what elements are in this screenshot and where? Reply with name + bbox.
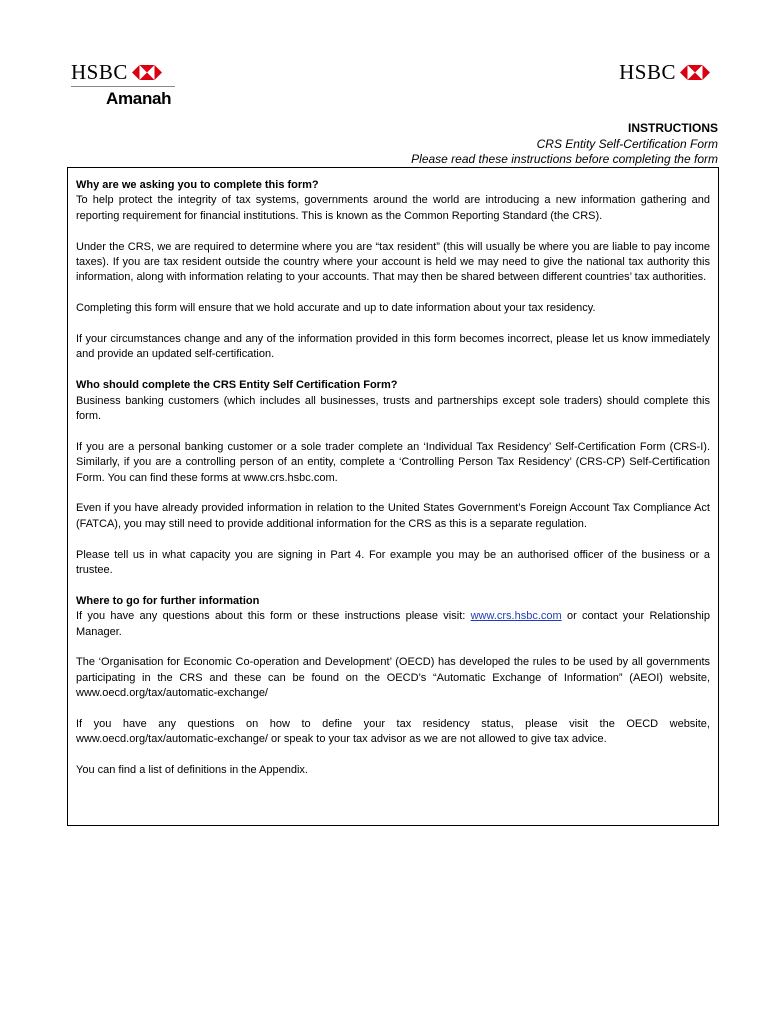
paragraph: Business banking customers (which includes all businesses, trusts and partnerships except sole traders) should complete this form. (76, 394, 710, 423)
hsbc-hexagon-icon (680, 65, 710, 80)
paragraph-text: or contact your Relationship Manager. (76, 610, 710, 638)
heading-title: INSTRUCTIONS (628, 121, 718, 135)
paragraph: To help protect the integrity of tax systems, governments around the world are introducing a new information gathering and reporting requirement for financial institutions. This is known as the Common Reporting Standard (the CRS). (76, 194, 710, 222)
section-heading-where: Where to go for further information (76, 594, 260, 607)
paragraph: If you have any questions on how to define your tax residency status, please visit the OECD website, www.oecd.org/tax/automatic-exchange/ or speak to your tax advisor as we are not allowed to give tax advice. (76, 718, 710, 746)
paragraph: Completing this form will ensure that we hold accurate and up to date information about your tax residency. (76, 302, 596, 315)
section-heading-why: Why are we asking you to complete this form? (76, 179, 319, 191)
paragraph: Even if you have already provided information in relation to the United States Government’s Foreign Account Tax Compliance Act (FATCA), you may still need to provide additional information for the CRS as this is a separate regulation. (76, 502, 710, 530)
document-heading (411, 121, 718, 168)
section-heading-who: Who should complete the CRS Entity Self Certification Form? (76, 379, 398, 392)
paragraph: Please tell us in what capacity you are signing in Part 4. For example you may be an authorised officer of the business or a trustee. (76, 548, 710, 577)
paragraph: If your circumstances change and any of the information provided in this form becomes incorrect, please let us know immediately and provide an updated self-certification. (76, 333, 710, 361)
logo-divider (71, 86, 175, 87)
heading-form-name: CRS Entity Self-Certification Form (536, 136, 718, 151)
paragraph (76, 609, 710, 640)
logo-left-sub: Amanah (106, 89, 172, 108)
hsbc-logo (619, 62, 710, 83)
paragraph: Under the CRS, we are required to determine where you are “tax resident” (this will usually be where you are liable to pay income taxes). If you are tax resident outside the country where your account is held we may need to give the national tax authority this information, along with information relating to your accounts. That may then be shared between different countries’ tax authorities. (76, 240, 710, 284)
paragraph: If you are a personal banking customer or a sole trader complete an ‘Individual Tax Residency’ Self-Certification Form (CRS-I). Similarly, if you are a controlling person of an entity, complete a ‘Controlling Person Tax Residency’ (CRS-CP) Self-Certification Form. You can find these forms at www.crs.hsbc.com. (76, 440, 710, 484)
heading-note: Please read these instructions before completing the form (411, 152, 718, 166)
logo-right-brand: HSBC (619, 60, 676, 84)
hsbc-amanah-logo (71, 62, 175, 109)
paragraph-text: If you have any questions about this form or these instructions please visit: (76, 610, 471, 623)
crs-website-link[interactable]: www.crs.hsbc.com (470, 610, 562, 623)
logo-left-brand: HSBC (71, 60, 128, 84)
paragraph: You can find a list of definitions in the Appendix. (76, 764, 308, 777)
instructions-content (76, 178, 710, 794)
hsbc-hexagon-icon (132, 65, 162, 80)
paragraph: The ‘Organisation for Economic Co-operation and Development’ (OECD) has developed the rules to be used by all governments participating in the CRS and these can be found on the OECD’s “Automatic Exchange of Information” (AEOI) website, www.oecd.org/tax/automatic-exchange/ (76, 656, 710, 700)
